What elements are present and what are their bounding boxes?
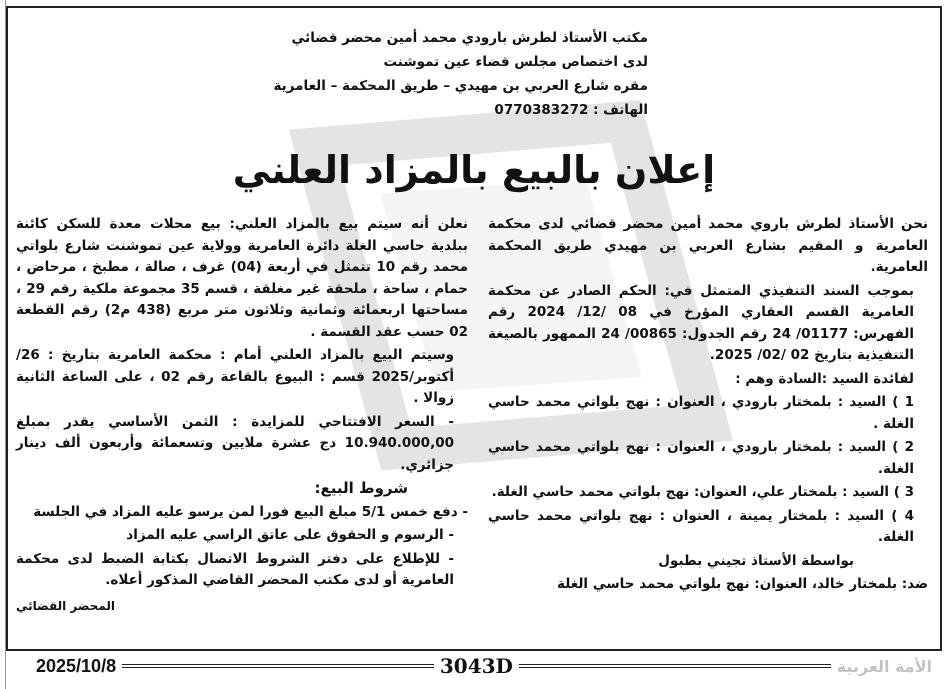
notice-title: إعلان بالبيع بالمزاد العلني (232, 148, 716, 192)
condition-3: - للإطلاع على دفتر الشروط الاتصال بكتابة الضبط لدى محكمة العامرية أو لدى مكتب المحضر القاضي المذكور أعلاه. (16, 550, 454, 588)
bailiff-signature: المحضر القضائي (16, 598, 116, 613)
footer-rule-right (519, 664, 831, 668)
publication-date: 2025/10/8 (36, 655, 117, 676)
notice-code: 3043D (439, 654, 513, 678)
office-phone-line (188, 98, 648, 122)
bailiff-office-header (188, 26, 648, 122)
beneficiary-1: 1 ) السيد : بلمختار بارودي ، العنوان : نهج بلواتي محمد حاسي الغلة . (488, 394, 914, 432)
conditions-heading: شروط البيع: (314, 479, 408, 497)
via-lawyer: بواسطة الأستاذ تجيني بطبول (658, 552, 854, 569)
intro-paragraph: نحن الأستاذ لطرش باروي محمد أمين محضر قضائي لدى محكمة العامرية و المقيم بشارع العربي بن مهيدي طريق المحكمة العامرية. (488, 216, 928, 275)
phone-number: 0770383272 (494, 102, 589, 118)
office-address: مقره شارع العربي بن مهيدي – طريق المحكمة – العامرية (273, 78, 648, 94)
left-column (16, 214, 468, 617)
beneficiary-4: 4 ) السيد : بلمختار يمينة ، العنوان : نهج بلواتي محمد حاسي الغلة. (488, 507, 914, 545)
beneficiary-2: 2 ) السيد : بلمختار بارودي ، العنوان : نهج بلواتي محمد حاسي الغلة. (488, 439, 914, 477)
against-party: ضد: بلمختار خالد، العنوان: نهج بلواتي محمد حاسي الغلة (557, 576, 928, 592)
basis-paragraph: بموجب السند التنفيذي المتمثل في: الحكم الصادر عن محكمة العامرية القسم العقاري المؤرخ في 08 /12/ 2024 رقم الفهرس: 01177/ 24 رقم الجدول: 00865/ 24 الممهور بالصيغة التنفيذية بتاريخ 02 /02/ 2025. (488, 282, 914, 363)
sale-place-paragraph: وسيتم البيع بالمزاد العلني أمام : محكمة العامرية بتاريخ : 26/أكتوبر/2025 قسم : البيوع بالقاعة رقم 02 ، على الساعة الثانية زوالا . (16, 347, 455, 406)
footer-rule-left (122, 664, 434, 668)
office-name: مكتب الأستاذ لطرش بارودي محمد أمين محضر قضائي (291, 30, 648, 46)
beneficiaries-intro: لفائدة السيد :السادة وهم : (735, 370, 914, 387)
phone-label: الهاتف : (593, 102, 648, 118)
opening-price-paragraph: - السعر الافتتاحي للمزايدة : الثمن الأساسي يقدر بمبلغ 10.940.000,00 دج عشرة ملايين وتسعمائة وأربعون ألف دينار جزائري. (16, 413, 454, 473)
newspaper-logo: الأمة العربية (836, 656, 933, 676)
notice-frame (6, 6, 942, 651)
office-jurisdiction: لدى اختصاص مجلس قضاء عين تموشنت (383, 54, 648, 70)
beneficiary-3: 3 ) السيد : بلمختار علي، العنوان: نهج بلواتي محمد حاسي الغلة. (491, 484, 914, 500)
page-footer (6, 651, 942, 681)
condition-1: - دفع خمس 5/1 مبلغ البيع فورا لمن يرسو عليه المزاد في الجلسة (33, 503, 468, 520)
announce-paragraph: نعلن أنه سيتم بيع بالمزاد العلني: بيع محلات معدة للسكن كائنة ببلدية حاسي الغلة دائرة العامرية وولاية عين تموشنت شارع بلواتي محمد رقم 10 تتمثل في أربعة (04) غرف ، صالة ، مطبخ ، مرحاض ، حمام ، ساحة ، ملحقة غير مغلقة ، قسم 35 مجموعة ملكية رقم 29 ، مساحتها اربعمائة وثمانية وثلاثون متر مربع (438 م2) رقم القطعة 02 حسب عقد القسمة . (16, 216, 469, 340)
right-column (488, 214, 928, 598)
condition-2: - الرسوم و الحقوق على عاتق الراسي عليه المزاد (126, 527, 454, 543)
